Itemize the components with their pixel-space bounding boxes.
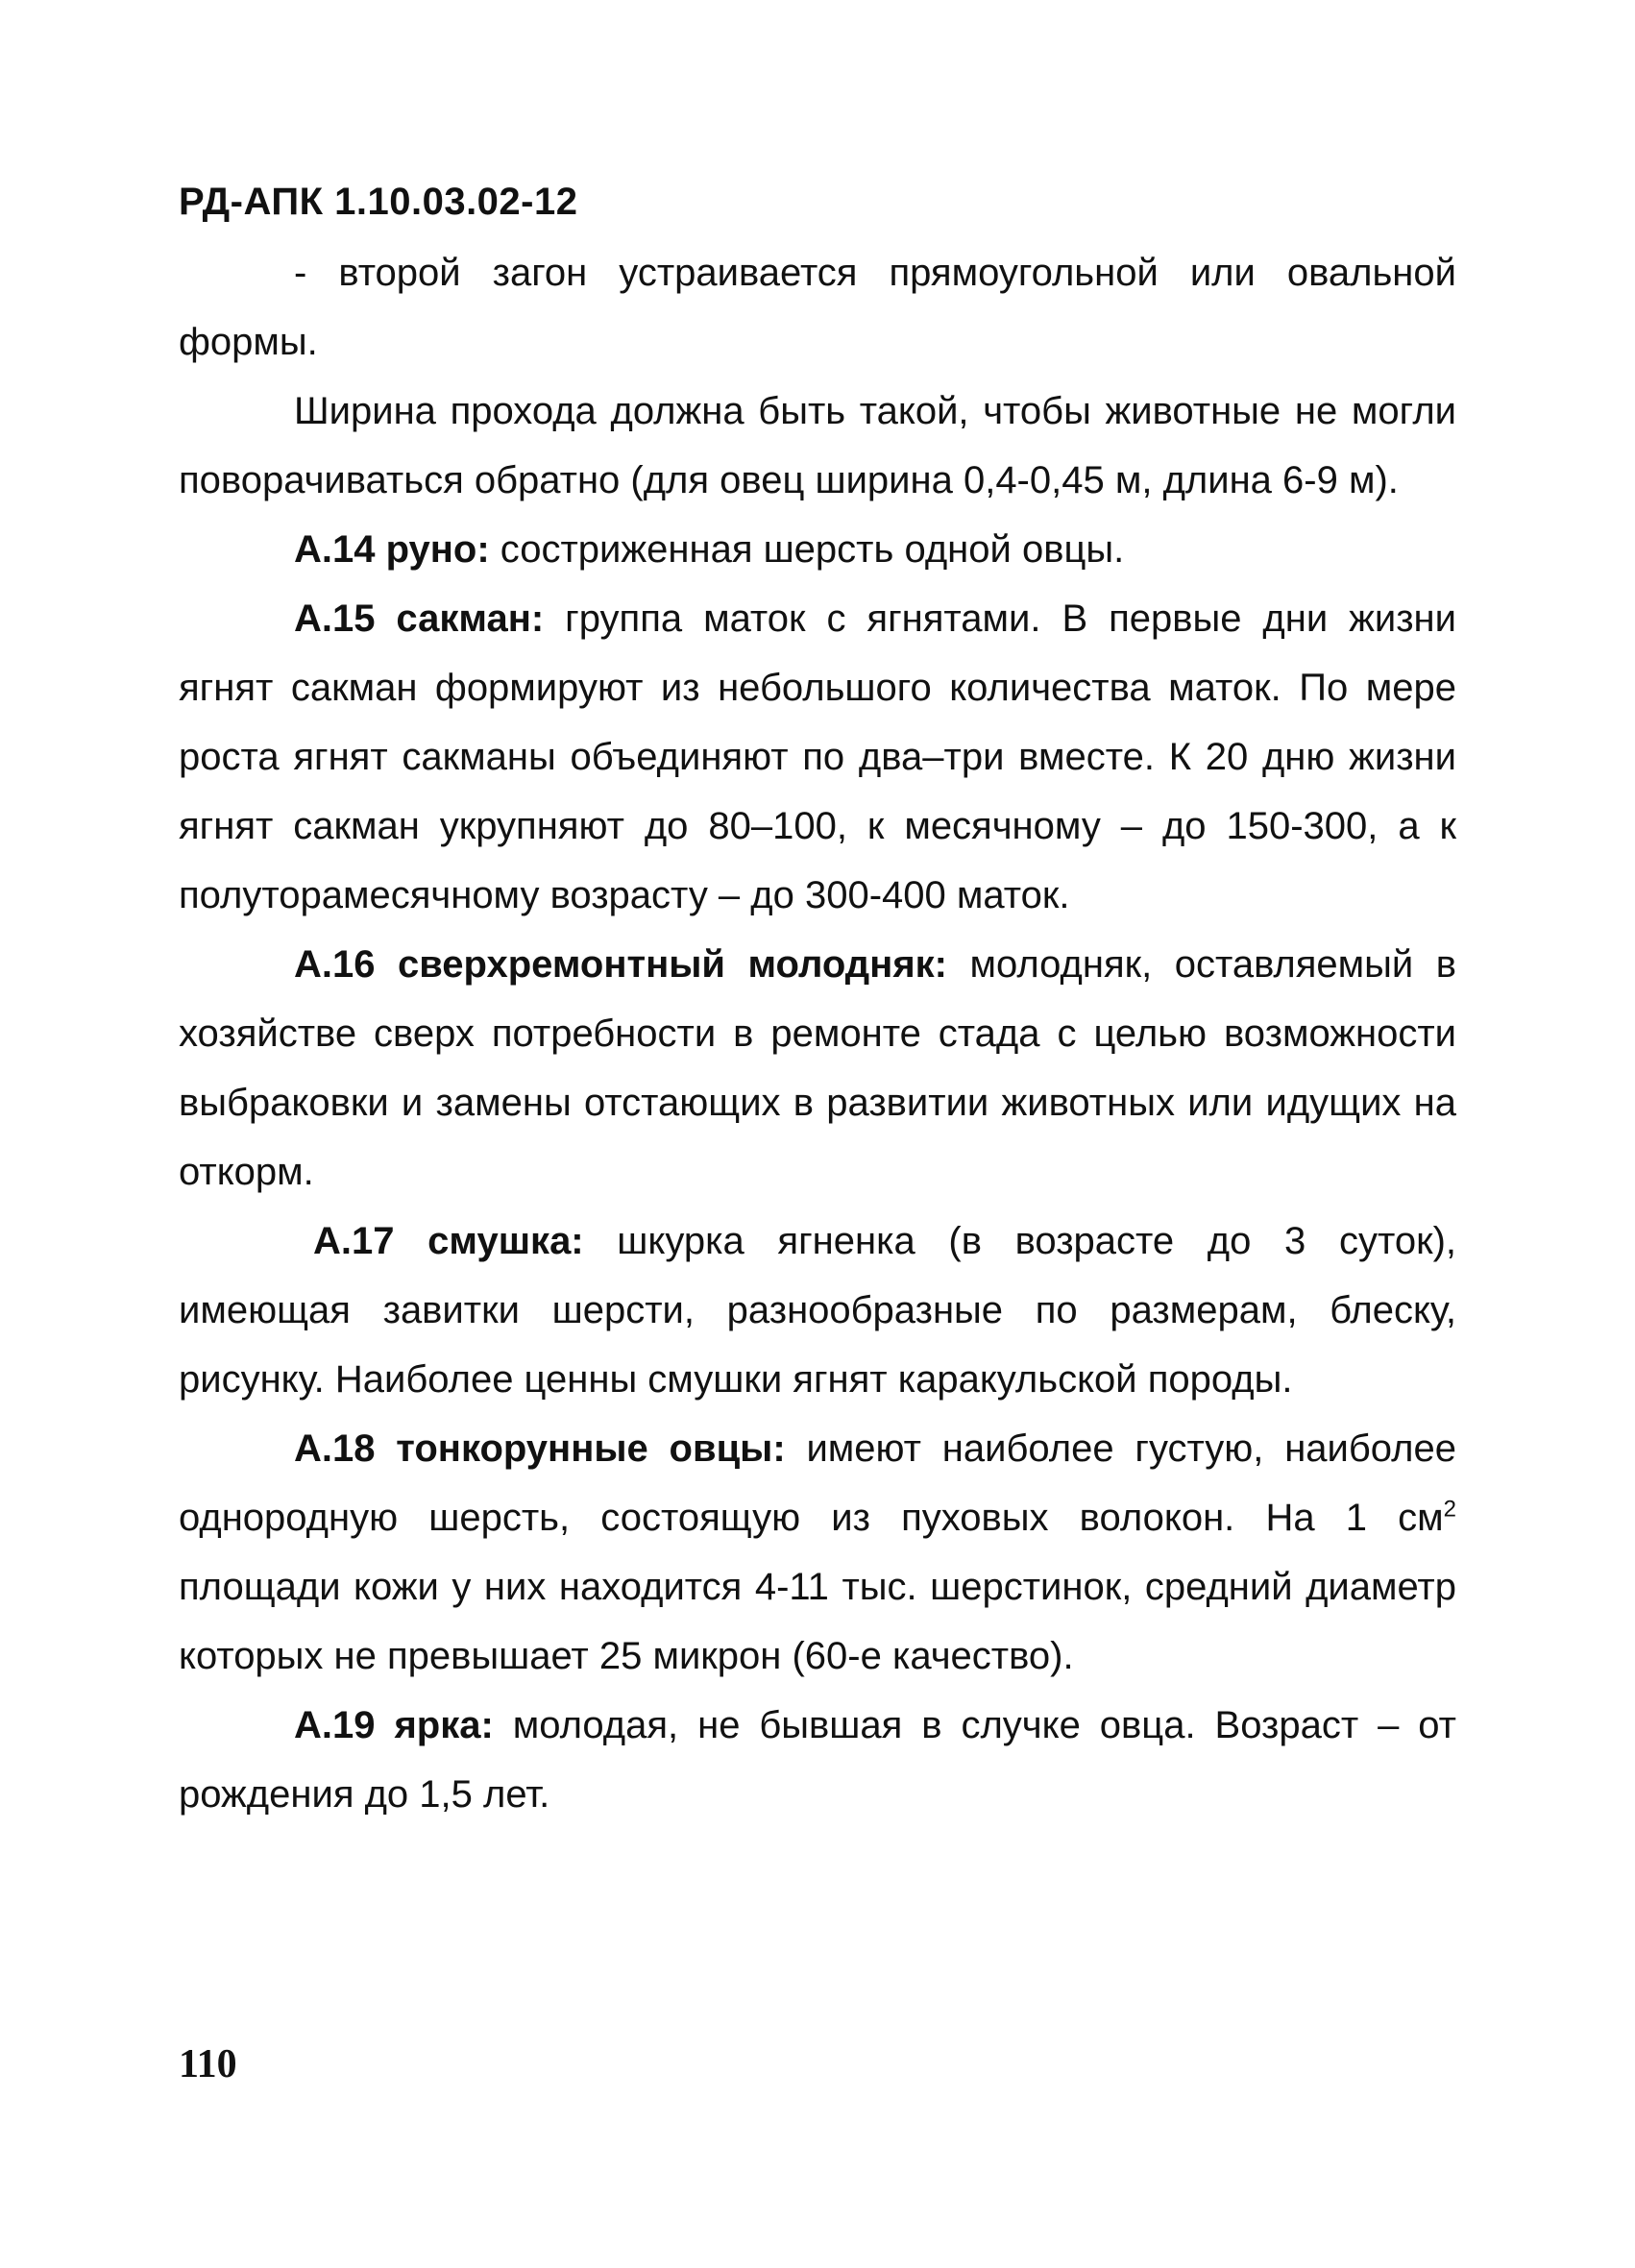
definition-a17-text: шкурка ягненка (в возрасте до 3 суток), имеющая завитки шерсти, разнообразные по размерам, блеску, рисунку. Наиболее ценны смушки ягнят каракульской породы. — [179, 1220, 1456, 1401]
page-number: 110 — [179, 2042, 237, 2086]
definition-a15-text: группа маток с ягнятами. В первые дни жизни ягнят сакман формируют из небольшого количества маток. По мере роста ягнят сакманы объединяют по два–три вместе. К 20 дню жизни ягнят сакман укрупняют до 80–100, к месячному – до 150-300, а к полуторамесячному возрасту – до 300-400 маток. — [179, 597, 1456, 916]
paragraph-2 — [179, 377, 1456, 515]
paragraph-1-text: - второй загон устраивается прямоугольной или овальной формы. — [179, 252, 1456, 363]
definition-a17 — [179, 1207, 1456, 1414]
superscript-2: 2 — [1443, 1496, 1456, 1523]
definition-a15 — [179, 584, 1456, 930]
term-a16: А.16 сверхремонтный молодняк: — [294, 943, 948, 986]
definition-a18-text-before: имеют наиболее густую, наиболее однородную шерсть, состоящую из пуховых волокон. На 1 см — [179, 1427, 1456, 1539]
term-a18: А.18 тонкорунные овцы: — [294, 1427, 786, 1470]
definition-a14-text: состриженная шерсть одной овцы. — [489, 528, 1125, 571]
definition-a19-text: молодая, не бывшая в случке овца. Возраст – от рождения до 1,5 лет. — [179, 1704, 1456, 1816]
term-a15: А.15 сакман: — [294, 597, 545, 640]
definition-a19 — [179, 1691, 1456, 1829]
definition-a14 — [179, 515, 1456, 584]
document-header: РД-АПК 1.10.03.02-12 — [179, 181, 578, 223]
definition-a18-text-after: площади кожи у них находится 4-11 тыс. шерстинок, средний диаметр которых не превышает 25 микрон (60-е качество). — [179, 1566, 1456, 1677]
term-a17: А.17 смушка: — [313, 1220, 584, 1262]
term-a14: А.14 руно: — [294, 528, 490, 571]
definition-a16 — [179, 930, 1456, 1207]
paragraph-1 — [179, 238, 1456, 377]
definition-a16-text: молодняк, оставляемый в хозяйстве сверх потребности в ремонте стада с целью возможности выбраковки и замены отстающих в развитии животных или идущих на откорм. — [179, 943, 1456, 1193]
term-a19: А.19 ярка: — [294, 1704, 494, 1746]
document-page — [179, 179, 1456, 1829]
paragraph-2-text: Ширина прохода должна быть такой, чтобы животные не могли поворачиваться обратно (для овец ширина 0,4-0,45 м, длина 6-9 м). — [179, 390, 1456, 501]
definition-a18 — [179, 1414, 1456, 1691]
